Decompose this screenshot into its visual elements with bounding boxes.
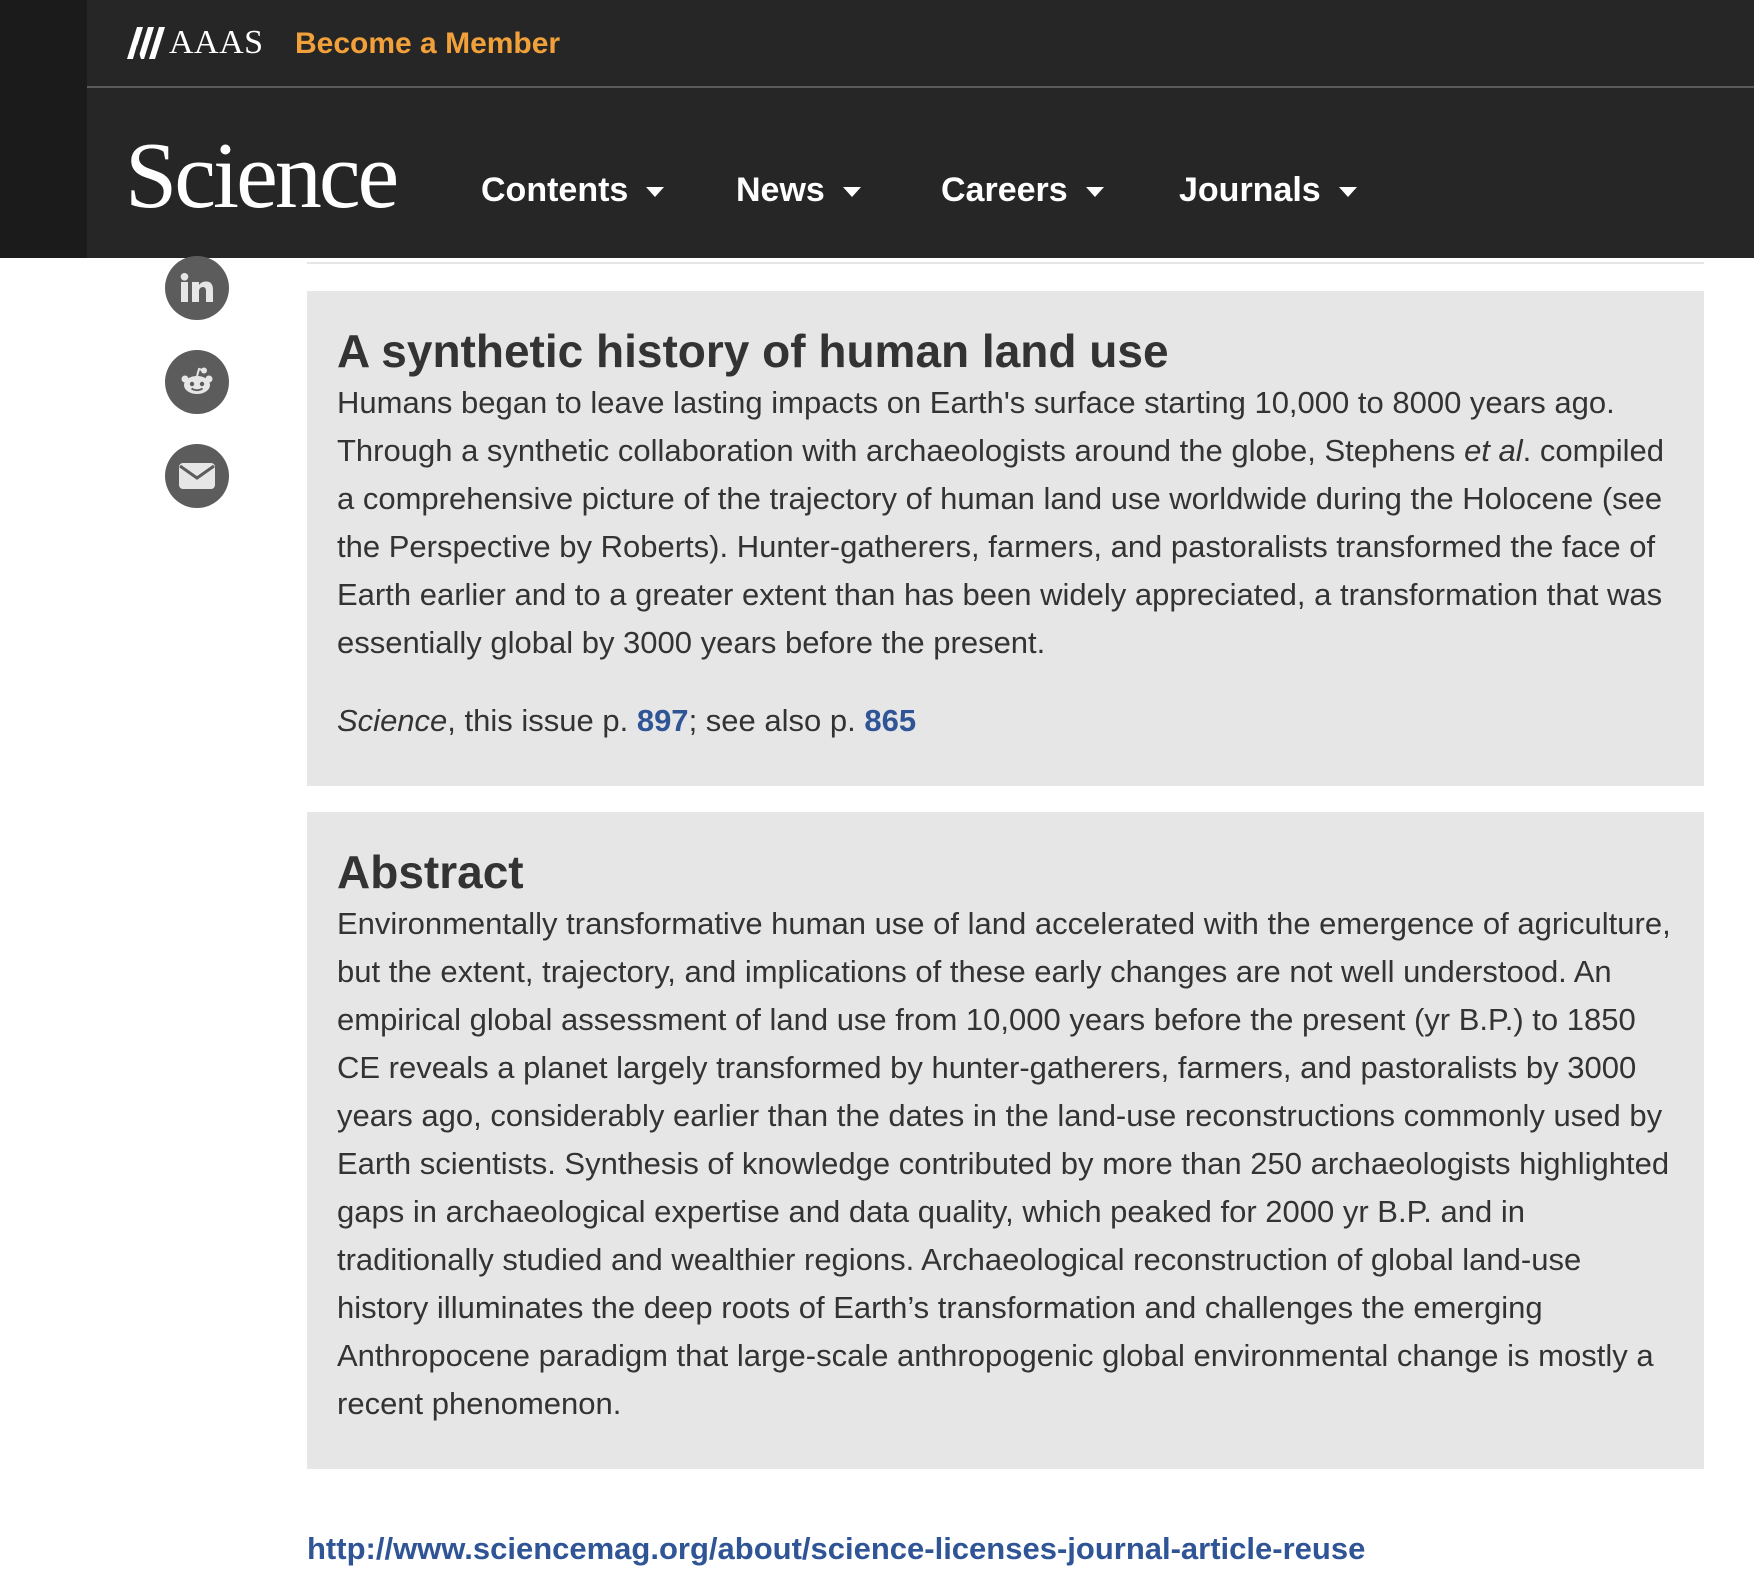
linkedin-icon: [180, 273, 214, 303]
caret-down-icon: [646, 187, 664, 197]
main-nav: [87, 88, 1754, 258]
summary-body: [337, 379, 1674, 667]
citation-text-1: , this issue p.: [447, 703, 637, 738]
aaas-mark-icon: [127, 27, 165, 59]
nav-contents-label: Contents: [481, 171, 629, 209]
nav-journals[interactable]: [1179, 170, 1357, 210]
share-linkedin-button[interactable]: [165, 256, 229, 320]
caret-down-icon: [843, 187, 861, 197]
abstract-body: Environmentally transformative human use of land accelerated with the emergence of agriculture, but the extent, trajectory, and implications of these early changes are not well understood. An empirical global assessment of land use from 10,000 years before the present (yr B.P.) to 1850 CE reveals a planet largely transformed by hunter-gatherers, farmers, and pastoralists by 3000 years ago, considerably earlier than the dates in the land-use reconstructions commonly used by Earth scientists. Synthesis of knowledge contributed by more than 250 archaeologists highlighted gaps in archaeological expertise and data quality, which peaked for 2000 yr B.P. and in traditionally studied and wealthier regions. Archaeological reconstruction of global land-use history illuminates the deep roots of Earth’s transformation and challenges the emerging Anthropocene paradigm that large-scale anthropogenic global environmental change is mostly a recent phenomenon.: [337, 906, 1671, 1421]
caret-down-icon: [1339, 187, 1357, 197]
email-icon: [179, 463, 215, 489]
nav-news[interactable]: [736, 170, 861, 210]
citation-page-link-2[interactable]: 865: [864, 703, 917, 738]
left-edge-bar: [0, 0, 87, 258]
summary-citation: [337, 697, 1674, 745]
become-member-link[interactable]: Become a Member: [295, 27, 561, 60]
abstract-title: Abstract: [337, 846, 524, 898]
citation-text-2: ; see also p.: [688, 703, 865, 738]
nav-contents[interactable]: [481, 170, 664, 210]
summary-title: A synthetic history of human land use: [337, 325, 1169, 377]
section-divider: [307, 262, 1704, 264]
license-link[interactable]: http://www.sciencemag.org/about/science-licenses-journal-article-reuse: [307, 1531, 1366, 1566]
nav-careers[interactable]: [941, 170, 1104, 210]
science-logo[interactable]: Science: [125, 124, 397, 228]
summary-body-part1: Humans began to leave lasting impacts on Earth's surface starting 10,000 to 8000 years ago. Through a synthetic collaboration with archaeologists around the globe, Stephens: [337, 385, 1615, 468]
aaas-brand-text: AAAS: [169, 24, 264, 61]
caret-down-icon: [1086, 187, 1104, 197]
nav-news-label: News: [736, 171, 825, 209]
citation-journal: Science: [337, 703, 448, 738]
summary-body-part2: . compiled a comprehensive picture of the trajectory of human land use worldwide during the Holocene (see the Perspective by Roberts). Hunter-gatherers, farmers, and pastoralists transformed the face of Earth earlier and to a greater extent than has been widely appreciated, a transformation that was essentially global by 3000 years before the present.: [337, 433, 1664, 660]
reddit-icon: [180, 367, 214, 397]
editor-summary-panel: [307, 291, 1704, 786]
abstract-panel: [307, 812, 1704, 1469]
nav-journals-label: Journals: [1179, 171, 1321, 209]
share-reddit-button[interactable]: [165, 350, 229, 414]
citation-page-link-1[interactable]: 897: [636, 703, 689, 738]
summary-body-italic: et al: [1464, 433, 1523, 468]
aaas-logo[interactable]: [127, 26, 264, 60]
share-email-button[interactable]: [165, 444, 229, 508]
nav-careers-label: Careers: [941, 171, 1068, 209]
aaas-top-bar: [87, 0, 1754, 88]
